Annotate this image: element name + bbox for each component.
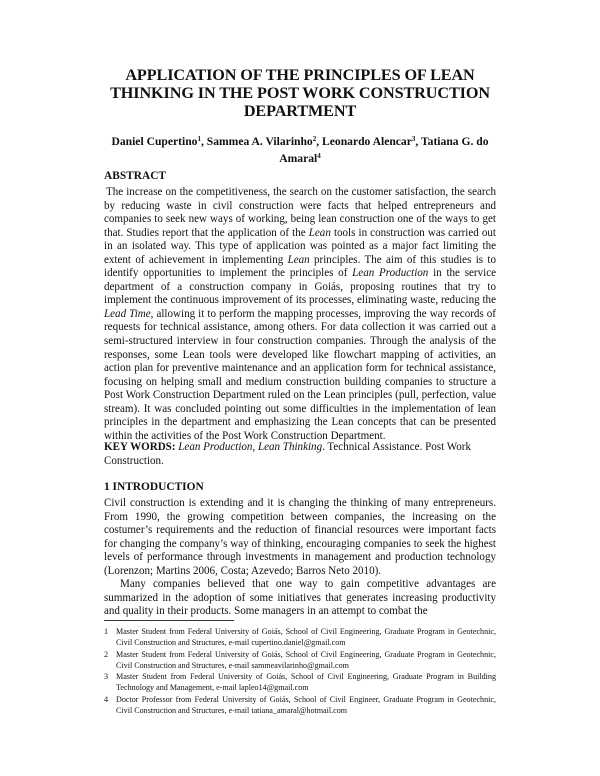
abstract-text: The increase on the competitiveness, the search on the customer satisfaction, the search by reducing waste in civil construction were facts that helped entrepreneurs and companies to seek new ways of working, being lean construction one of the ways to get that. Studies report that the application of the (104, 186, 496, 239)
footnote-text: Doctor Professor from Federal University of Goiás, School of Civil Engineer, Graduate Program in Geotechnic, Civil Construction and Structures, e-mail tatiana_amaral@hotmail.com (116, 694, 496, 716)
abstract-text: tools in construction was carried out in an isolated way. This type of application was pointed as a major fact limiting the extent of achievement in implementing (104, 226, 496, 266)
footnote-number: 3 (104, 672, 109, 682)
author-name: Leonardo Alencar (322, 135, 412, 148)
footnote (104, 626, 496, 649)
abstract-emphasis: Lead Time (104, 307, 151, 320)
footnote-number: 1 (104, 627, 109, 636)
abstract-text: in the service department of a construction company in Goiás, proposing routines that try to implement the continuous improvement of its processes, eliminating waste, reducing the (104, 267, 497, 307)
author-footnote-mark: 3 (411, 135, 416, 143)
abstract-emphasis: Lean Production (352, 267, 429, 280)
author-footnote-mark: 1 (197, 135, 201, 143)
keywords-italic: Lean Production, Lean Thinking (178, 441, 323, 453)
author-name: Daniel Cupertino (111, 135, 198, 148)
abstract-body (104, 186, 496, 443)
abstract-emphasis: Lean (308, 226, 331, 239)
footnote-text: Master Student from Federal University of Goiás, School of Civil Engineering, Graduate Program in Geotechnic, Civil Construction and Structures, e-mail sammeavilarinho@gmail.com (116, 649, 496, 670)
keywords (104, 441, 496, 468)
footnote-number: 4 (104, 694, 109, 704)
author-list: Daniel Cupertino$^1$, Sammea A. Vilarinho$^2$, Leonardo Alencar$^3$, Tatiana G. do Amaral$^4$ (111, 135, 489, 165)
introduction-heading: 1 INTRODUCTION (104, 481, 204, 493)
author-name: Tatiana G. do Amaral (279, 135, 489, 165)
introduction-paragraph: Many companies believed that one way to gain competitive advantages are summarized in the adoption of some initiatives that generates increasing productivity and quality in their products. Some managers in an attempt to combat the (104, 578, 496, 618)
abstract-heading: ABSTRACT (104, 170, 167, 182)
footnote (104, 649, 496, 672)
author-name: Sammea A. Vilarinho (206, 135, 313, 148)
footnote-text: Master Student from Federal University of Goiás, School of Civil Engineering, Graduate Program in Building Technology and Management, e-mail lapleo14@gmail.com (116, 672, 496, 693)
abstract-emphasis: Lean (287, 253, 310, 266)
keywords-rest: . Technical Assistance. Post Work Construction. (104, 441, 471, 467)
abstract-text: , allowing it to perform the mapping processes, improving the way records of requests for technical assistance, among others. For data collection it was carried out a semi-structured interview in four construction companies. Through the analysis of the responses, some Lean tools were developed like flowchart mapping of activities, an action plan for preventive maintenance and an application form for technical assistance, focusing on helping small and medium construction building companies to structure a Post Work Construction Department ruled on the Lean principles (pull, perfection, value stream). It was concluded pointing out some difficulties in the implementation of lean principles in the department and emphasizing the Lean concepts that can be presented within the activities of the Post Work Construction Department. (104, 307, 496, 442)
author-footnote-mark: 2 (312, 135, 317, 143)
introduction-paragraph: Civil construction is extending and it is changing the thinking of many entrepreneurs. From 1990, the growing competition between companies, the increasing on the costumer’s requirements and the reduction of financial resources were important facts for changing the company’s way of thinking, encouraging companies to seek the highest levels of performance through investments in management and production technology (Lorenzon; Martins 2006, Costa; Azevedo; Barros Neto 2010). (104, 497, 496, 577)
footnote-text: Master Student from Federal University of Goiás, School of Civil Engineering, Graduate Program in Geotechnic, Civil Construction and Structures, e-mail cupertino.daniel@gmail.com (116, 627, 496, 648)
abstract-text: principles. The aim of this studies is to identify opportunities to implement the principles of (104, 253, 496, 280)
footnote (104, 694, 496, 717)
footnotes (104, 626, 496, 716)
paper-title: APPLICATION OF THE PRINCIPLES OF LEAN THINKING IN THE POST WORK CONSTRUCTION DEPARTMENT (110, 66, 490, 120)
introduction-body (104, 497, 496, 619)
footnote (104, 671, 496, 694)
author-footnote-mark: 4 (317, 152, 321, 160)
footnote-number: 2 (104, 649, 109, 659)
keywords-label: KEY WORDS: (104, 441, 176, 453)
footnote-separator (104, 620, 234, 621)
